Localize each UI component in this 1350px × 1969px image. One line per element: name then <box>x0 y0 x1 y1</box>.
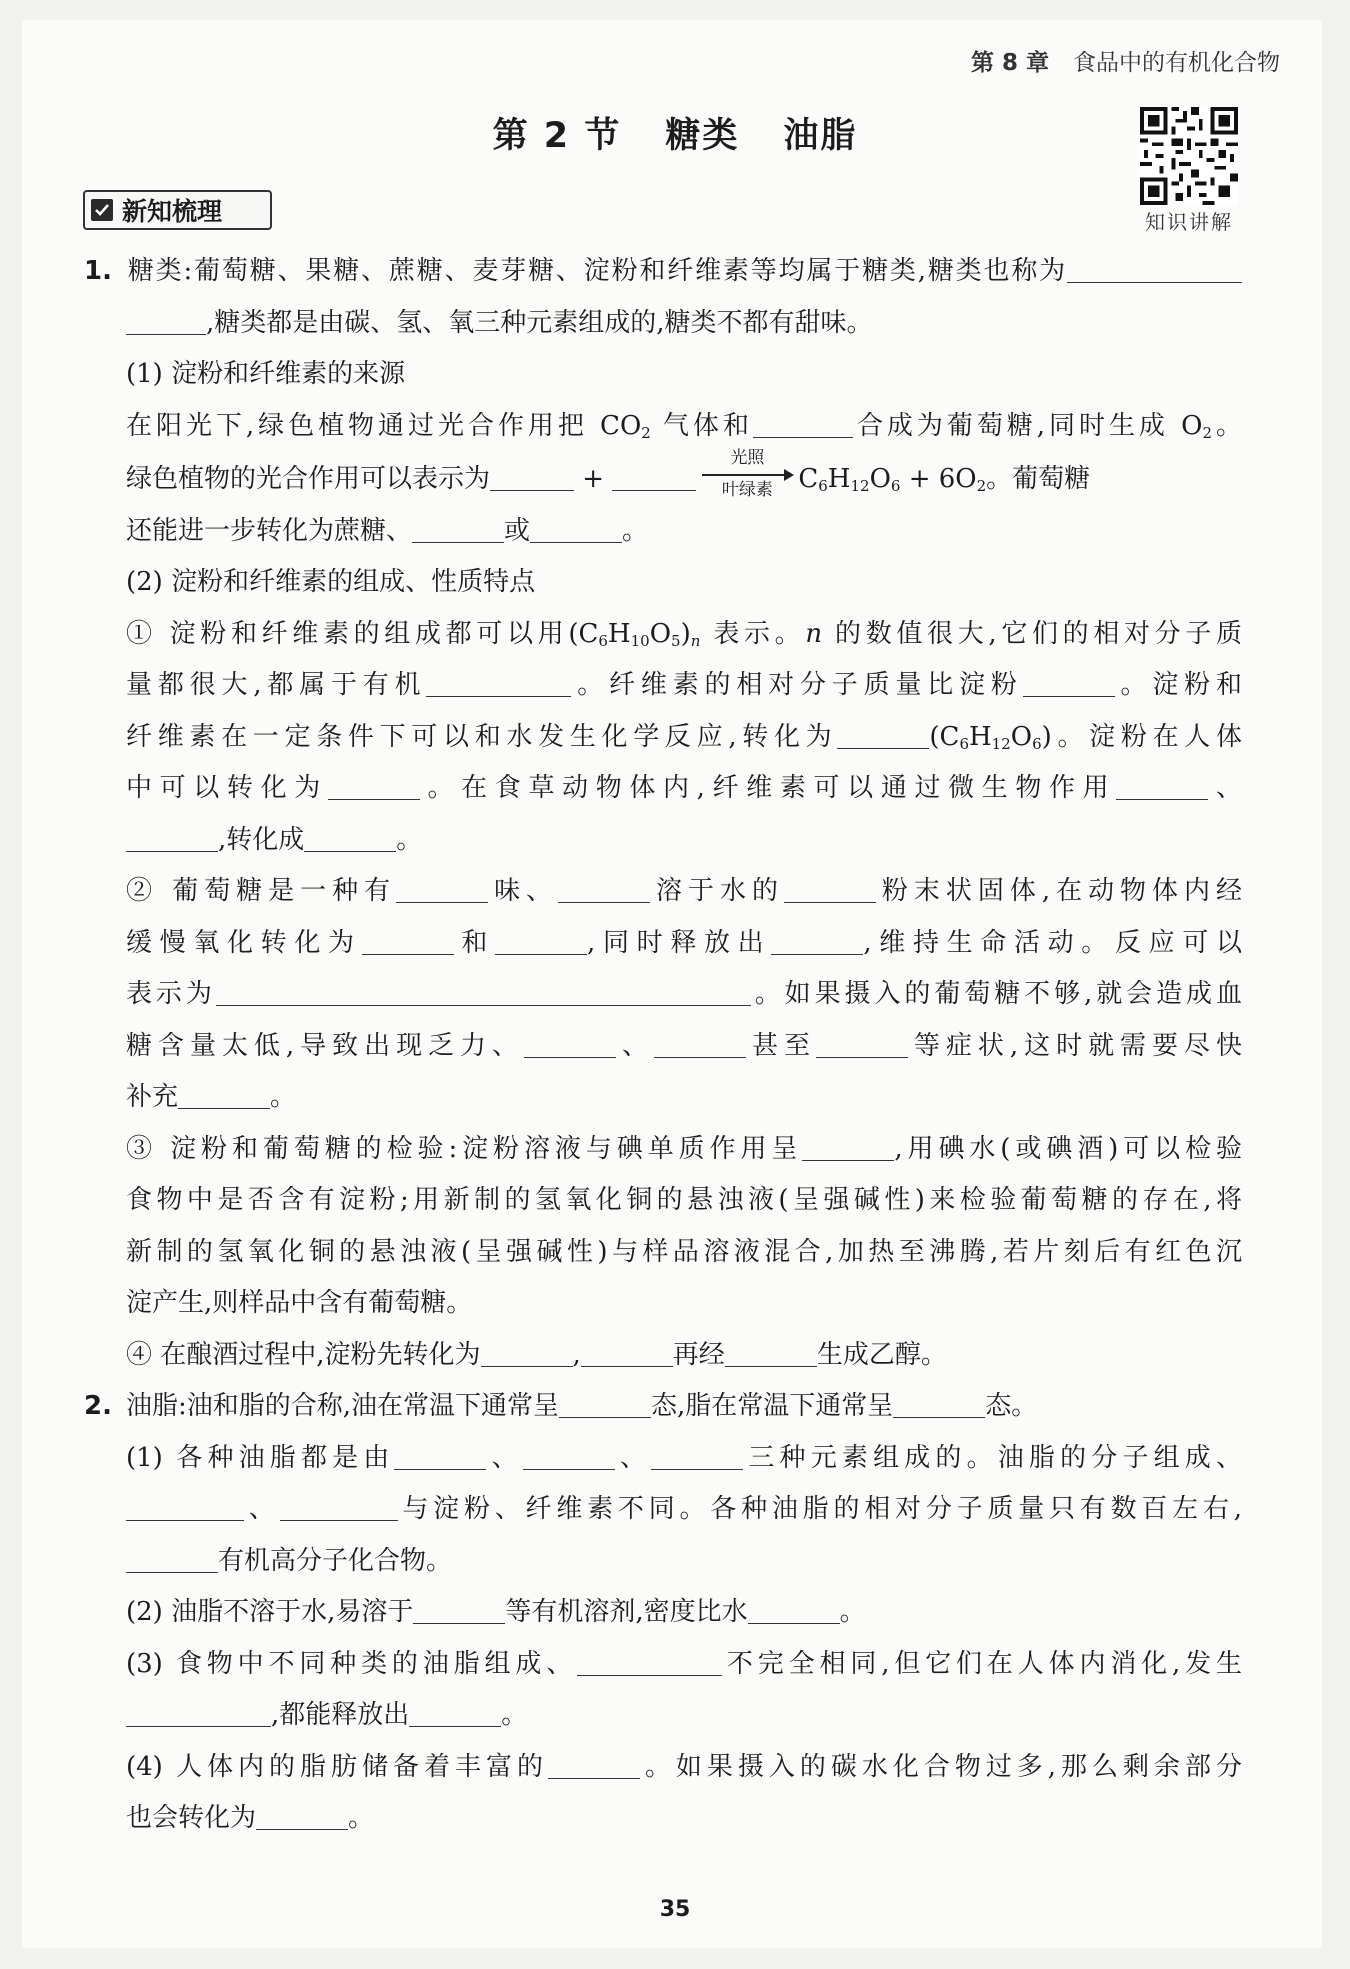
badge-label: 新知梳理 <box>122 197 223 226</box>
q1-s2-c3: 纤维素在一定条件下可以和水发生化学反应,转化为 $(C_6H_{12}O_6)$。淀粉在人体 <box>82 712 1242 764</box>
q1-number: 1. <box>84 256 112 286</box>
q1-s1-line-2: 绿色植物的光合作用可以表示为 + 光照 叶绿素 $C_6H_{12}O_6 + 6O_2$。葡萄糖 <box>126 448 1091 500</box>
blank-symptom-2[interactable] <box>654 1027 746 1058</box>
blank-brewing-1[interactable] <box>481 1336 573 1367</box>
blank-mass-compare[interactable] <box>1023 666 1115 697</box>
blank-energy[interactable] <box>771 924 863 955</box>
blank-fat-state[interactable] <box>893 1387 985 1418</box>
blank-hydrolysis-product[interactable] <box>837 718 929 749</box>
q1-s2-d3: 表示为 。如果摄入的葡萄糖不够,就会造成血 <box>82 969 1242 1021</box>
blank-oil-diff-2[interactable] <box>280 1490 398 1521</box>
q1-s2-e4: 淀产生,则样品中含有葡萄糖。 <box>126 1288 473 1318</box>
q1-s2-e3: 新制的氢氧化铜的悬浊液(呈强碱性)与样品溶液混合,加热至沸腾,若片刻后有红色沉 <box>126 1236 1242 1267</box>
running-header <box>0 44 1280 77</box>
q2-c1: (3) 食物中不同种类的油脂组成、 不完全相同,但它们在人体内消化,发生 <box>82 1639 1242 1691</box>
q1-s2-c4: 中可以转化为 。在食草动物体内,纤维素可以通过微生物作用 、 <box>82 763 1242 815</box>
q1-s2-title: (2) 淀粉和纤维素的组成、性质特点 <box>126 567 536 597</box>
section-topic-sugars: 糖类 <box>665 116 740 156</box>
blank-solvent[interactable] <box>413 1593 505 1624</box>
q1-line-1: 1. 糖类:葡萄糖、果糖、蔗糖、麦芽糖、淀粉和纤维素等均属于糖类,糖类也称为 <box>82 246 1242 298</box>
blank-oil-state[interactable] <box>559 1387 651 1418</box>
blank-oil-energy[interactable] <box>409 1696 501 1727</box>
blank-brewing-2[interactable] <box>581 1336 673 1367</box>
q1-s1-line-1: 在阳光下,绿色植物通过光合作用把 $CO_2$ 气体和 合成为葡萄糖,同时生成 $O_2$。 <box>82 401 1242 453</box>
q1-s1-line-3: 还能进一步转化为蔗糖、 或 。 <box>82 506 1242 558</box>
q2-number: 2. <box>84 1391 112 1421</box>
q2-d2: 也会转化为 。 <box>82 1793 1242 1845</box>
blank-sugar-aka-2[interactable] <box>126 304 206 335</box>
q2-a1: (1) 各种油脂都是由 、 、 三种元素组成的。油脂的分子组成、 <box>82 1433 1242 1485</box>
q1-line-2: ,糖类都是由碳、氢、氧三种元素组成的,糖类不都有甜味。 <box>82 298 1242 350</box>
blank-digestion-reaction[interactable] <box>126 1696 271 1727</box>
blank-photosynthesis-reactant[interactable] <box>753 407 853 438</box>
blank-oil-structure[interactable] <box>577 1645 722 1676</box>
blank-symptom-1[interactable] <box>524 1027 616 1058</box>
blank-fat-store[interactable] <box>548 1748 640 1779</box>
blank-supplement[interactable] <box>178 1078 270 1109</box>
blank-oxidation-product-2[interactable] <box>495 924 587 955</box>
q1-s1-title: (1) 淀粉和纤维素的来源 <box>126 359 406 389</box>
blank-element-2[interactable] <box>523 1439 615 1470</box>
q1-s2-e2: 食物中是否含有淀粉;用新制的氢氧化铜的悬浊液(呈强碱性)来检验葡萄糖的存在,将 <box>126 1185 1243 1215</box>
blank-photosynthesis-a[interactable] <box>490 460 574 491</box>
blank-color[interactable] <box>784 872 876 903</box>
blank-symptom-3[interactable] <box>816 1027 908 1058</box>
blank-photosynthesis-b[interactable] <box>612 460 696 491</box>
q1-s2-d5: 补充 。 <box>82 1072 1242 1124</box>
qr-caption: 知识讲解 <box>1145 210 1233 234</box>
blank-oil-diff-1[interactable] <box>126 1490 244 1521</box>
q1-s2-c5: ,转化成 。 <box>82 815 1242 867</box>
q1-s2-c2: 量都很大,都属于有机 。纤维素的相对分子质量比淀粉 。淀粉和 <box>82 660 1242 712</box>
blank-polymer-or-not[interactable] <box>126 1542 218 1573</box>
worksheet-body <box>82 246 1242 1845</box>
blank-convert-to[interactable] <box>256 1799 348 1830</box>
q2-d1: (4) 人体内的脂肪储备着丰富的 。如果摄入的碳水化合物过多,那么剩余部分 <box>82 1742 1242 1794</box>
blank-microbe-action-2[interactable] <box>126 821 218 852</box>
section-badge <box>83 190 272 230</box>
blank-taste[interactable] <box>396 872 488 903</box>
q2-a2: 、 与淀粉、纤维素不同。各种油脂的相对分子质量只有数百左右, <box>82 1484 1242 1536</box>
q2-b1: (2) 油脂不溶于水,易溶于 等有机溶剂,密度比水 。 <box>82 1587 1242 1639</box>
q1-s2-c1: ① 淀粉和纤维素的组成都可以用$(C_6H_{10}O_5)_n$ 表示。n 的数值很大,它们的相对分子质 <box>126 618 1243 650</box>
blank-iodine-color[interactable] <box>802 1130 894 1161</box>
blank-glucose-convert-1[interactable] <box>412 512 504 543</box>
q2-line-1: 2. 油脂:油和脂的合称,油在常温下通常呈 态,脂在常温下通常呈 态。 <box>82 1381 1242 1433</box>
blank-glucose-convert-2[interactable] <box>530 512 622 543</box>
checkmark-icon <box>91 199 113 221</box>
reaction-arrow: 光照 叶绿素 <box>700 452 794 498</box>
blank-oxidation-product-1[interactable] <box>362 924 454 955</box>
q1-s2-f1: ④ 在酿酒过程中,淀粉先转化为 , 再经 生成乙醇。 <box>82 1330 1242 1382</box>
blank-polymer[interactable] <box>426 666 571 697</box>
chapter-number: 第 8 章 <box>970 50 1049 76</box>
q1-s2-d1: ② 葡萄糖是一种有 味、 溶于水的 粉末状固体,在动物体内经 <box>82 866 1242 918</box>
blank-cellulose-product[interactable] <box>304 821 396 852</box>
chapter-title: 食品中的有机化合物 <box>1073 50 1280 76</box>
q1-s2-d2: 缓慢氧化转化为 和 ,同时释放出 ,维持生命活动。反应可以 <box>82 918 1242 970</box>
blank-solubility[interactable] <box>558 872 650 903</box>
page-number: 35 <box>659 1897 691 1922</box>
q2-c2: ,都能释放出 。 <box>82 1690 1242 1742</box>
q2-a3: 有机高分子化合物。 <box>82 1536 1242 1588</box>
blank-brewing-3[interactable] <box>725 1336 817 1367</box>
section-topic-fats: 油脂 <box>783 116 858 156</box>
blank-starch-body[interactable] <box>328 769 420 800</box>
blank-reaction-equation[interactable] <box>216 975 751 1006</box>
blank-sugar-aka-1[interactable] <box>1067 252 1242 283</box>
blank-element-3[interactable] <box>651 1439 743 1470</box>
q1-s2-e1: ③ 淀粉和葡萄糖的检验:淀粉溶液与碘单质作用呈 ,用碘水(或碘酒)可以检验 <box>82 1124 1242 1176</box>
q1-s2-d4: 糖含量太低,导致出现乏力、 、 甚至 等症状,这时就需要尽快 <box>82 1021 1242 1073</box>
blank-microbe-action[interactable] <box>1116 769 1208 800</box>
blank-element-1[interactable] <box>394 1439 486 1470</box>
qr-code-icon[interactable] <box>1140 107 1238 205</box>
blank-density[interactable] <box>748 1593 840 1624</box>
section-number: 第 2 节 <box>492 116 622 156</box>
